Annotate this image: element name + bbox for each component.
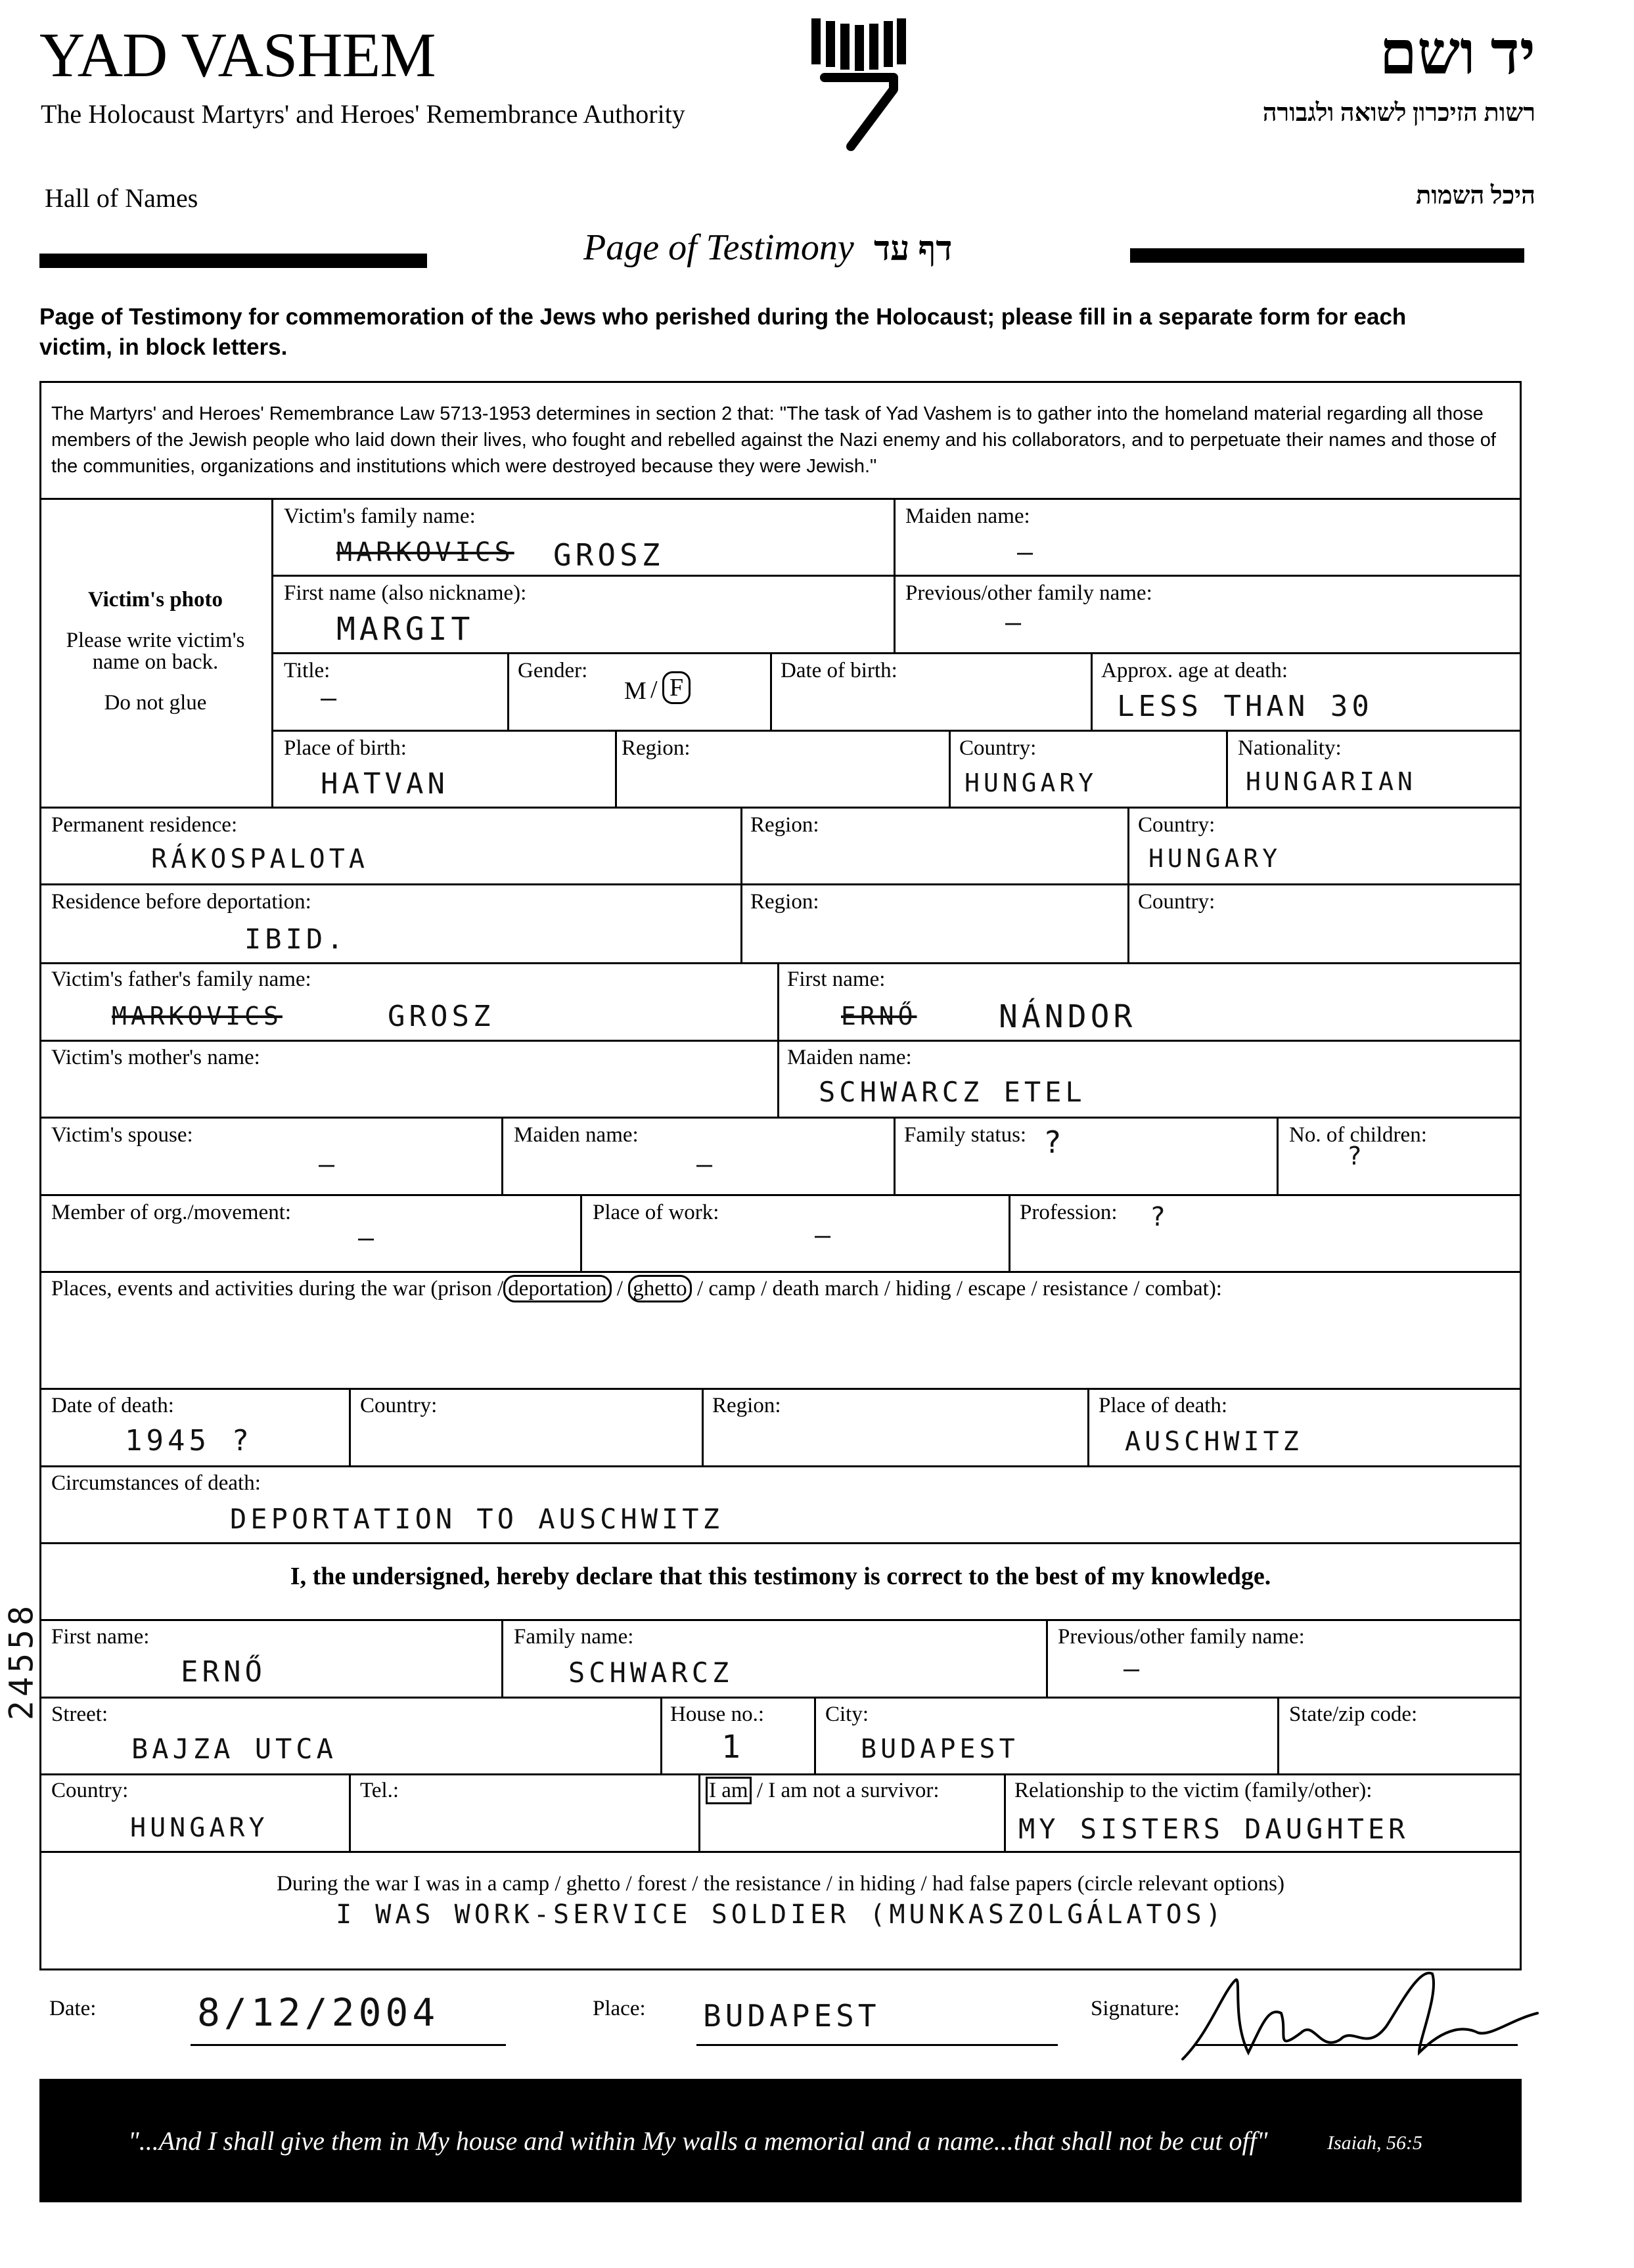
rule <box>698 1773 700 1851</box>
rule <box>660 1697 662 1773</box>
places-sep: / <box>611 1277 629 1301</box>
gender-slash: / <box>650 676 658 703</box>
family-name-struck: MARKOVICS <box>336 537 514 567</box>
rule <box>1091 652 1093 730</box>
survivor-i-am-circled: I am <box>706 1777 752 1804</box>
res-before-value: IBID. <box>244 923 348 955</box>
rule <box>39 1851 1522 1853</box>
rule <box>349 1773 351 1851</box>
submitter-first-label: First name: <box>51 1625 150 1649</box>
header-rule-left <box>39 254 427 268</box>
father-value: GROSZ <box>388 1000 495 1033</box>
title-label: Title: <box>284 659 330 682</box>
circumstances-value: DEPORTATION TO AUSCHWITZ <box>230 1503 723 1535</box>
pob-country-label: Country: <box>959 736 1037 760</box>
rule <box>39 1465 1522 1467</box>
spouse-label: Victim's spouse: <box>51 1123 193 1147</box>
prev-family-label: Previous/other family name: <box>905 581 1152 605</box>
res-before-label: Residence before deportation: <box>51 890 311 914</box>
father-first-struck: ERNŐ <box>841 1002 917 1031</box>
rule <box>580 1194 582 1271</box>
children-label: No. of children: <box>1289 1123 1427 1147</box>
hall-of-names: Hall of Names <box>45 183 198 213</box>
submitter-family-value: SCHWARCZ <box>568 1657 733 1689</box>
page-title-hebrew: דף עד <box>874 231 953 268</box>
nationality-label: Nationality: <box>1238 736 1342 760</box>
member-label: Member of org./movement: <box>51 1201 292 1224</box>
house-label: House no.: <box>670 1702 764 1726</box>
survivor-rest: / I am not a survivor: <box>756 1779 940 1802</box>
pob-region-label: Region: <box>622 736 691 760</box>
law-text: The Martyrs' and Heroes' Remembrance Law 5713-1953 determines in section 2 that: "The task of Yad Vashem is to gather into the homeland material regarding all those members of the Jewish people who laid down their lives, who fought and rebelled against the Nazi enemy and his collaborators, and to perpetuate their names and those of the communities, organizations and institutions which were destroyed because they were Jewish." <box>51 403 1496 477</box>
date-label: Date: <box>49 1997 97 2020</box>
margin-number: 24558 <box>2 1601 41 1721</box>
submitter-first-value: ERNŐ <box>181 1655 266 1689</box>
mother-maiden-value: SCHWARCZ ETEL <box>819 1076 1086 1108</box>
form-frame <box>39 381 1522 1970</box>
work-label: Place of work: <box>593 1201 719 1224</box>
family-name-label: Victim's family name: <box>284 504 476 528</box>
gender-label: Gender: <box>518 659 588 682</box>
place-label: Place: <box>593 1997 646 2020</box>
perm-res-label: Permanent residence: <box>51 813 238 837</box>
menorah-logo <box>805 12 910 156</box>
death-place-value: AUSCHWITZ <box>1125 1427 1303 1457</box>
intro-text: Page of Testimony for commemoration of the Jews who perished during the Holocaust; please fill in a separate form for each victim, in block letters. <box>39 304 1407 360</box>
rule <box>39 1117 1522 1119</box>
rule <box>770 652 772 730</box>
maiden-name-value: — <box>1017 537 1037 567</box>
submitter-prev-label: Previous/other family name: <box>1058 1625 1305 1649</box>
photo-box-line3: Do not glue <box>104 691 207 715</box>
rule <box>501 1117 503 1194</box>
children-value: ? <box>1347 1142 1366 1170</box>
rule <box>702 1388 704 1465</box>
rule <box>1277 1117 1279 1194</box>
places-label-post: / camp / death march / hiding / escape / resistance / combat): <box>691 1277 1222 1301</box>
signature-scribble <box>1169 1954 1564 2085</box>
submitter-family-label: Family name: <box>514 1625 634 1649</box>
rule <box>39 1194 1522 1196</box>
hall-of-names-hebrew: היכל השמות <box>1416 182 1535 210</box>
footer-quote: "...And I shall give them in My house and within My walls a memorial and a name...that shall not be cut off" <box>128 2126 1268 2156</box>
signature-label: Signature: <box>1091 1997 1180 2020</box>
header-rule-right <box>1130 248 1524 263</box>
rule <box>501 1619 503 1697</box>
pob-value: HATVAN <box>321 767 449 801</box>
family-status-label: Family status: <box>904 1123 1027 1147</box>
first-name-value: MARGIT <box>336 611 474 648</box>
first-name-label: First name (also nickname): <box>284 581 527 605</box>
rule <box>1004 1773 1006 1851</box>
place-line <box>696 2044 1058 2046</box>
submitter-prev-value: — <box>1123 1654 1144 1684</box>
dod-value: 1945 ? <box>125 1424 253 1457</box>
org-name-hebrew: יד ושם <box>1379 20 1535 87</box>
rule <box>39 1271 1522 1273</box>
relationship-value: MY SISTERS DAUGHTER <box>1018 1813 1409 1845</box>
org-subtitle: The Holocaust Martyrs' and Heroes' Remembrance Authority <box>41 99 685 129</box>
perm-country-label: Country: <box>1138 813 1215 837</box>
date-value: 8/12/2004 <box>197 1990 440 2035</box>
nationality-value: HUNGARIAN <box>1246 767 1417 796</box>
photo-box-line1: Please write victim's <box>66 629 245 652</box>
circumstances-label: Circumstances of death: <box>51 1471 261 1495</box>
during-war-label: During the war I was in a camp / ghetto / forest / the resistance / in hiding / had false papers (circle relevant options) <box>276 1872 1284 1896</box>
state-label: State/zip code: <box>1289 1702 1418 1726</box>
prev-family-value: — <box>1005 608 1026 638</box>
member-value: — <box>358 1223 378 1253</box>
place-value: BUDAPEST <box>703 1998 880 2034</box>
city-label: City: <box>825 1702 869 1726</box>
age-label: Approx. age at death: <box>1101 659 1288 682</box>
places-ghetto-circled: ghetto <box>628 1275 691 1302</box>
places-label <box>51 1277 1222 1301</box>
places-deportation-circled: deportation <box>503 1275 611 1302</box>
submitter-country-label: Country: <box>51 1779 129 1802</box>
rule <box>39 962 1522 964</box>
res-before-region-label: Region: <box>750 890 819 914</box>
rule <box>1009 1194 1010 1271</box>
death-country-label: Country: <box>360 1394 438 1417</box>
age-value: LESS THAN 30 <box>1117 690 1373 723</box>
family-status-value: ? <box>1043 1124 1066 1160</box>
father-label: Victim's father's family name: <box>51 967 311 991</box>
mother-maiden-label: Maiden name: <box>787 1046 912 1069</box>
rule <box>814 1697 816 1773</box>
profession-value: ? <box>1150 1202 1170 1232</box>
date-line <box>191 2044 506 2046</box>
rule <box>1087 1388 1089 1465</box>
footer-citation: Isaiah, 56:5 <box>1327 2132 1422 2154</box>
rule <box>507 652 509 730</box>
dob-label: Date of birth: <box>781 659 897 682</box>
war-statement-value: I WAS WORK-SERVICE SOLDIER (MUNKASZOLGÁLATOS) <box>336 1900 1225 1930</box>
death-region-label: Region: <box>712 1394 781 1417</box>
org-subtitle-hebrew: רשות הזיכרון לשואה ולגבורה <box>1262 99 1535 127</box>
work-value: — <box>815 1220 835 1251</box>
org-name: YAD VASHEM <box>39 20 436 90</box>
house-value: 1 <box>721 1729 744 1766</box>
rule <box>615 730 617 807</box>
spouse-value: — <box>319 1149 339 1180</box>
spouse-maiden-label: Maiden name: <box>514 1123 639 1147</box>
survivor-label <box>706 1779 940 1803</box>
res-before-country-label: Country: <box>1138 890 1215 914</box>
tel-label: Tel.: <box>360 1779 399 1802</box>
perm-region-label: Region: <box>750 813 819 837</box>
rule <box>949 730 951 807</box>
declaration: I, the undersigned, hereby declare that this testimony is correct to the best of my knowledge. <box>290 1563 1271 1590</box>
submitter-country-value: HUNGARY <box>130 1813 269 1843</box>
pob-label: Place of birth: <box>284 736 407 760</box>
rule <box>1046 1619 1048 1697</box>
rule <box>39 807 1522 809</box>
photo-box-title: Victim's photo <box>87 588 223 611</box>
mother-label: Victim's mother's name: <box>51 1046 260 1069</box>
rule <box>1277 1697 1279 1773</box>
relationship-label: Relationship to the victim (family/other): <box>1014 1779 1373 1802</box>
profession-label: Profession: <box>1020 1201 1118 1224</box>
rule <box>39 1697 1522 1699</box>
rule <box>894 1117 896 1194</box>
dod-label: Date of death: <box>51 1394 174 1417</box>
father-first-label: First name: <box>787 967 886 991</box>
rule <box>39 498 1522 500</box>
rule <box>39 1619 1522 1621</box>
rule <box>271 730 1522 732</box>
street-value: BAJZA UTCA <box>131 1733 337 1765</box>
rule <box>39 1040 1522 1042</box>
places-label-pre: Places, events and activities during the war (prison / <box>51 1277 504 1301</box>
rule <box>271 652 1522 654</box>
city-value: BUDAPEST <box>861 1734 1019 1764</box>
street-label: Street: <box>51 1702 108 1726</box>
pob-country-value: HUNGARY <box>965 768 1098 797</box>
rule <box>39 1773 1522 1775</box>
perm-country-value: HUNGARY <box>1148 844 1282 873</box>
rule <box>39 1388 1522 1390</box>
gender-f-circled: F <box>662 671 691 704</box>
gender-m: M <box>624 677 647 705</box>
rule <box>349 1388 351 1465</box>
family-name-value: GROSZ <box>553 537 664 573</box>
rule <box>1226 730 1228 807</box>
perm-res-value: RÁKOSPALOTA <box>151 844 369 874</box>
father-struck: MARKOVICS <box>112 1002 283 1031</box>
title-value: — <box>321 683 341 713</box>
page-title: Page of Testimony <box>583 227 854 268</box>
rule <box>39 1542 1522 1544</box>
spouse-maiden-value: — <box>696 1149 717 1180</box>
rule <box>39 883 1522 885</box>
rule <box>271 575 1522 577</box>
father-first-value: NÁNDOR <box>999 998 1137 1035</box>
photo-box-line2: name on back. <box>92 650 219 674</box>
maiden-name-label: Maiden name: <box>905 504 1030 528</box>
death-place-label: Place of death: <box>1099 1394 1228 1417</box>
